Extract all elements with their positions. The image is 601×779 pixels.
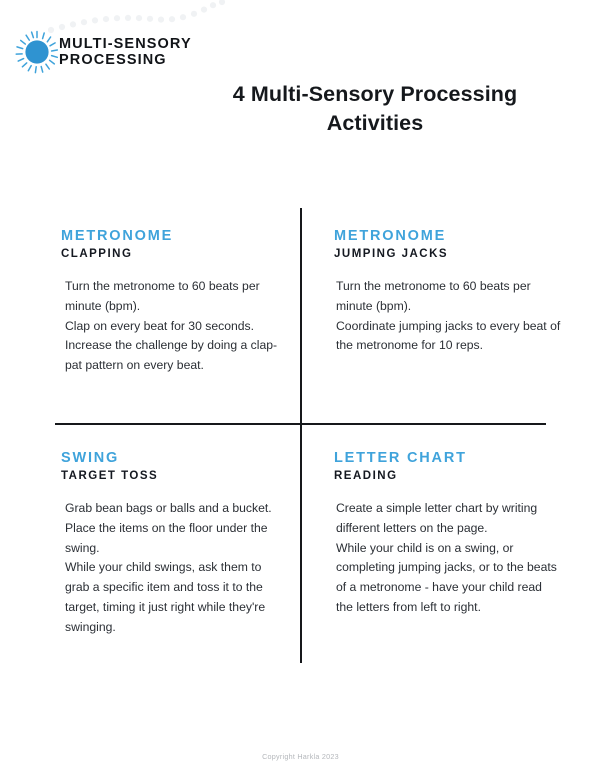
activity-body bbox=[65, 277, 289, 376]
vertical-divider bbox=[300, 208, 302, 663]
activity-title: METRONOME bbox=[61, 228, 174, 244]
activity-card-2 bbox=[334, 228, 562, 356]
activity-body bbox=[336, 277, 562, 356]
activity-body-line: Turn the metronome to 60 beats per minute (bpm). bbox=[65, 279, 260, 313]
activity-title: METRONOME bbox=[334, 228, 447, 244]
activity-card-1 bbox=[61, 228, 289, 376]
activity-body-line: Clap on every beat for 30 seconds. bbox=[65, 318, 255, 333]
activity-title: LETTER CHART bbox=[334, 450, 467, 466]
brand-name-line2: PROCESSING bbox=[59, 52, 167, 68]
activity-body bbox=[65, 499, 289, 637]
activity-body-line: While your child swings, ask them to grab a specific item and toss it to the target, timing it just right while they're swinging. bbox=[65, 560, 266, 634]
activity-body-line: Grab bean bags or balls and a bucket. Place the items on the floor under the swing. bbox=[65, 501, 272, 555]
activity-subtitle: JUMPING JACKS bbox=[334, 248, 449, 261]
activity-subtitle: TARGET TOSS bbox=[61, 470, 159, 483]
horizontal-divider bbox=[55, 423, 546, 425]
brand-name bbox=[59, 36, 192, 68]
activity-body-line: Coordinate jumping jacks to every beat of the metronome for 10 reps. bbox=[336, 318, 561, 353]
activity-body-line: Increase the challenge by doing a clap-pat pattern on every beat. bbox=[65, 338, 278, 373]
activity-title: SWING bbox=[61, 450, 120, 466]
activity-body-line: Create a simple letter chart by writing different letters on the page. bbox=[336, 501, 538, 535]
activity-body-line: While your child is on a swing, or completing jumping jacks, or to the beats of a metronome - have your child read the letters from left to right. bbox=[336, 540, 557, 615]
brand-logo bbox=[13, 28, 192, 76]
activity-body-line: Turn the metronome to 60 beats per minute (bpm). bbox=[336, 279, 531, 313]
footer-copyright: Copyright Harkla 2023 bbox=[262, 752, 339, 761]
activity-body bbox=[336, 499, 562, 618]
activity-subtitle: CLAPPING bbox=[61, 248, 133, 261]
activity-subtitle: READING bbox=[334, 470, 398, 483]
page-title: 4 Multi-Sensory Processing Activities bbox=[232, 82, 518, 135]
brand-name-line1: MULTI-SENSORY bbox=[59, 35, 192, 52]
activity-card-3 bbox=[61, 450, 289, 638]
sun-icon bbox=[13, 28, 61, 76]
activity-card-4 bbox=[334, 450, 562, 618]
